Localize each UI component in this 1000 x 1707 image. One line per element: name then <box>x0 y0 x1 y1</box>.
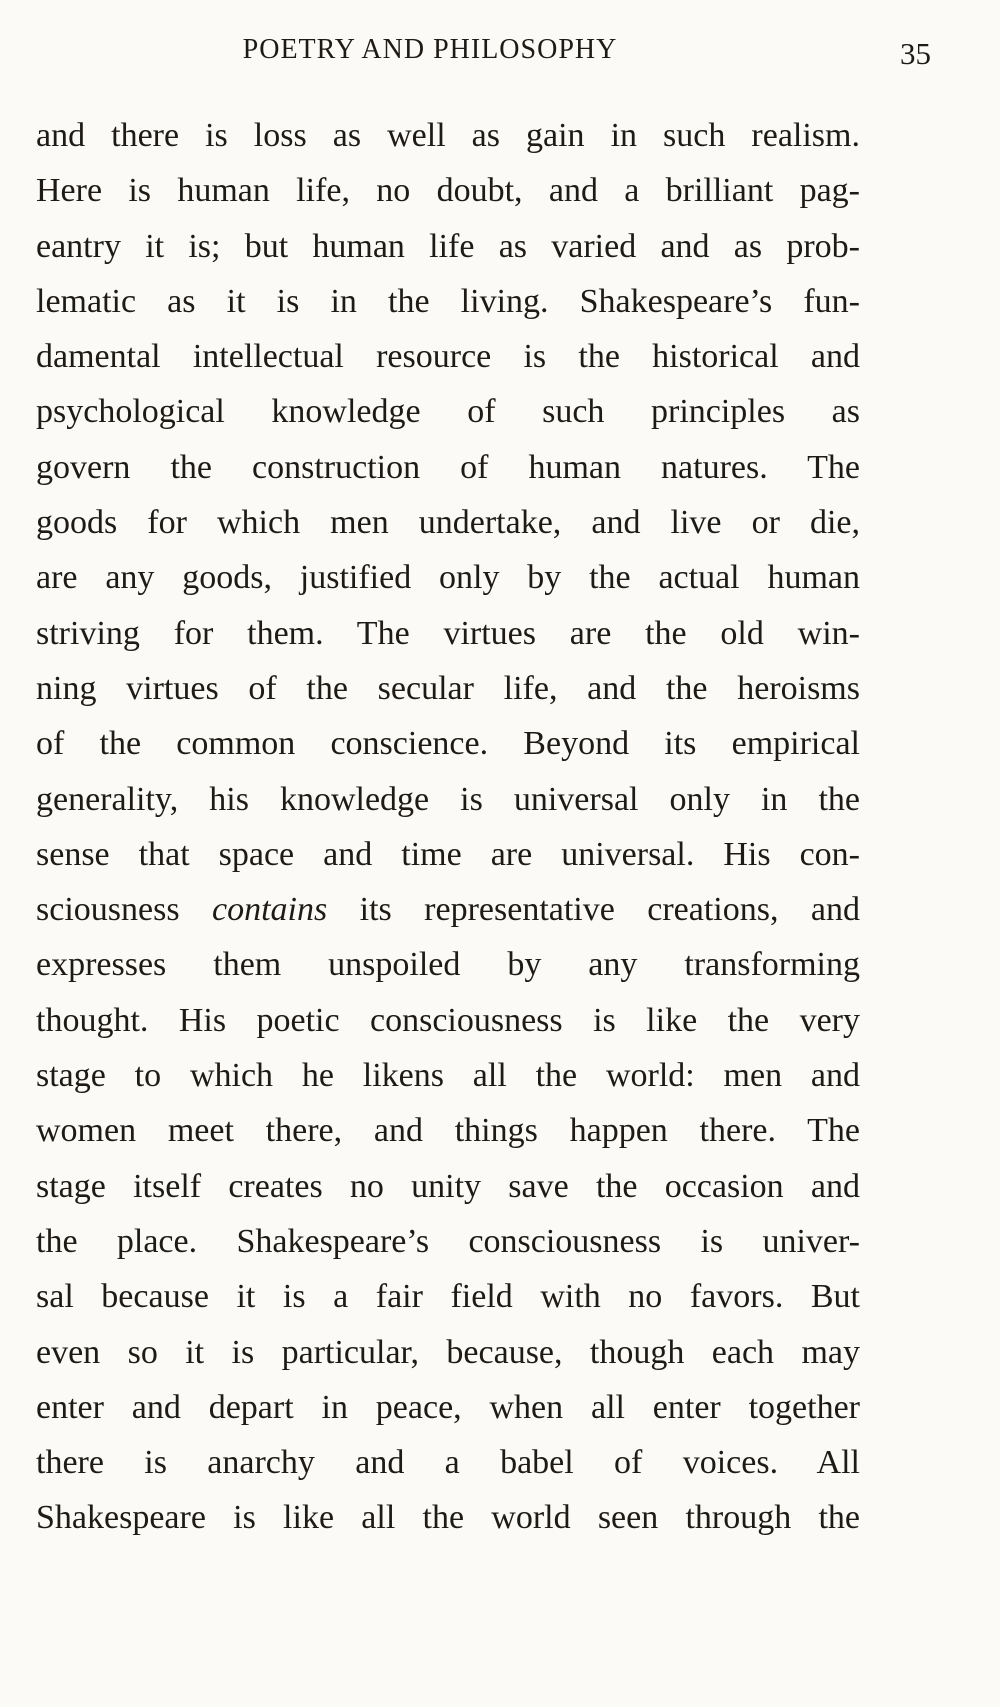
text-line: lematic as it is in the living. Shakespeare’s fun- <box>36 282 860 320</box>
text-line: women meet there, and things happen there. The <box>36 1112 860 1150</box>
text-line: of the common conscience. Beyond its empirical <box>36 725 860 763</box>
text-line: psychological knowledge of such principles as <box>36 393 860 431</box>
text-line: even so it is particular, because, though each may <box>36 1333 860 1371</box>
text-line: damental intellectual resource is the historical and <box>36 338 860 376</box>
text-line: sense that space and time are universal. His con- <box>36 835 860 873</box>
text-line: are any goods, justified only by the actual human <box>36 559 860 597</box>
text-line: sal because it is a fair field with no favors. But <box>36 1278 860 1316</box>
text-line: goods for which men undertake, and live or die, <box>36 504 860 542</box>
text-line: expresses them unspoiled by any transforming <box>36 946 860 984</box>
text-line: eantry it is; but human life as varied and as prob- <box>36 227 860 265</box>
text-line: enter and depart in peace, when all enter together <box>36 1388 860 1426</box>
text-line: govern the construction of human natures. The <box>36 448 860 486</box>
page-number: 35 <box>900 36 931 71</box>
text-line: the place. Shakespeare’s consciousness is univer- <box>36 1222 860 1260</box>
text-line: and there is loss as well as gain in such realism. <box>36 117 860 154</box>
body-text <box>36 108 860 1546</box>
text-line: sciousness contains its representative creations, and <box>36 891 860 929</box>
italic-word: contains <box>211 891 328 929</box>
text-line: generality, his knowledge is universal only in the <box>36 780 860 818</box>
text-line: thought. His poetic consciousness is like the very <box>36 1001 860 1039</box>
running-title: POETRY AND PHILOSOPHY <box>242 34 618 65</box>
text-line: Here is human life, no doubt, and a brilliant pag- <box>36 172 860 210</box>
text-line: ning virtues of the secular life, and the heroisms <box>36 669 860 707</box>
text-line: stage itself creates no unity save the occasion and <box>36 1167 860 1205</box>
text-line: there is anarchy and a babel of voices. All <box>36 1444 860 1482</box>
text-line: stage to which he likens all the world: men and <box>36 1057 860 1095</box>
text-line: Shakespeare is like all the world seen through the <box>36 1499 860 1537</box>
text-line: striving for them. The virtues are the old win- <box>36 614 860 652</box>
